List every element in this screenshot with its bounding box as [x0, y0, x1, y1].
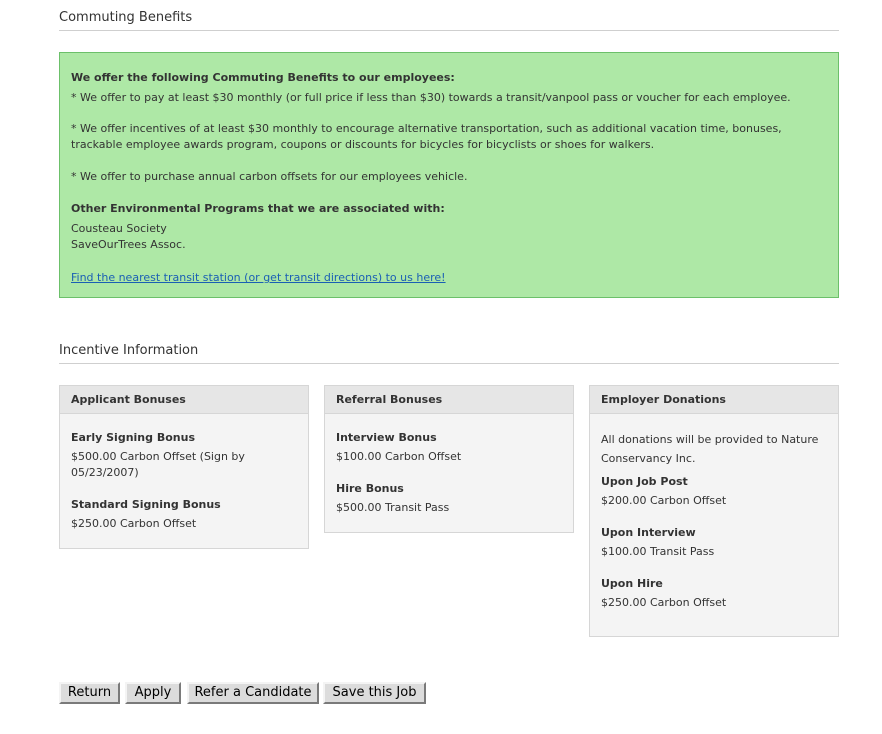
bonus-value: $500.00 Transit Pass	[336, 501, 450, 514]
return-button[interactable]: Return	[59, 682, 120, 704]
donation-value: $100.00 Transit Pass	[601, 545, 715, 558]
refer-candidate-button[interactable]: Refer a Candidate	[187, 682, 319, 704]
organization-item: Cousteau Society	[71, 222, 167, 235]
bonus-value: $250.00 Carbon Offset	[71, 517, 197, 530]
bonus-title: Standard Signing Bonus	[71, 498, 221, 511]
benefit-item: * We offer to pay at least $30 monthly (or full price if less than $30) towards a transit/vanpool pass or voucher for each employee.	[71, 91, 791, 104]
bonus-value: $500.00 Carbon Offset (Sign by 05/23/2007)	[71, 450, 245, 479]
donation-title: Upon Hire	[601, 577, 663, 590]
panel-header: Applicant Bonuses	[60, 386, 308, 414]
applicant-bonuses-panel	[59, 385, 309, 549]
save-job-button[interactable]: Save this Job	[323, 682, 426, 704]
incentive-information-title: Incentive Information	[59, 343, 839, 364]
commuting-benefits-box	[59, 52, 839, 298]
donation-title: Upon Interview	[601, 526, 696, 539]
transit-directions-link[interactable]: Find the nearest transit station (or get transit directions) to us here!	[71, 271, 446, 284]
bonus-title: Early Signing Bonus	[71, 431, 195, 444]
employer-donations-panel	[589, 385, 839, 637]
panel-header: Referral Bonuses	[325, 386, 573, 414]
commuting-benefits-title: Commuting Benefits	[59, 10, 839, 31]
benefit-item: * We offer to purchase annual carbon offsets for our employees vehicle.	[71, 170, 468, 183]
bonus-title: Hire Bonus	[336, 482, 404, 495]
donation-value: $250.00 Carbon Offset	[601, 596, 727, 609]
other-programs-heading: Other Environmental Programs that we are associated with:	[71, 202, 445, 215]
bonus-title: Interview Bonus	[336, 431, 437, 444]
apply-button[interactable]: Apply	[125, 682, 181, 704]
donation-value: $200.00 Carbon Offset	[601, 494, 727, 507]
donation-title: Upon Job Post	[601, 475, 688, 488]
bonus-value: $100.00 Carbon Offset	[336, 450, 462, 463]
organization-item: SaveOurTrees Assoc.	[71, 238, 186, 251]
referral-bonuses-panel	[324, 385, 574, 533]
benefits-heading: We offer the following Commuting Benefits to our employees:	[71, 71, 455, 84]
panel-header: Employer Donations	[590, 386, 838, 414]
donation-intro: All donations will be provided to Nature Conservancy Inc.	[601, 433, 819, 465]
benefit-item: * We offer incentives of at least $30 monthly to encourage alternative transportation, such as additional vacation time, bonuses, trackable employee awards program, coupons or discounts for bicycles for bicyclists or shoes for walkers.	[71, 122, 782, 151]
